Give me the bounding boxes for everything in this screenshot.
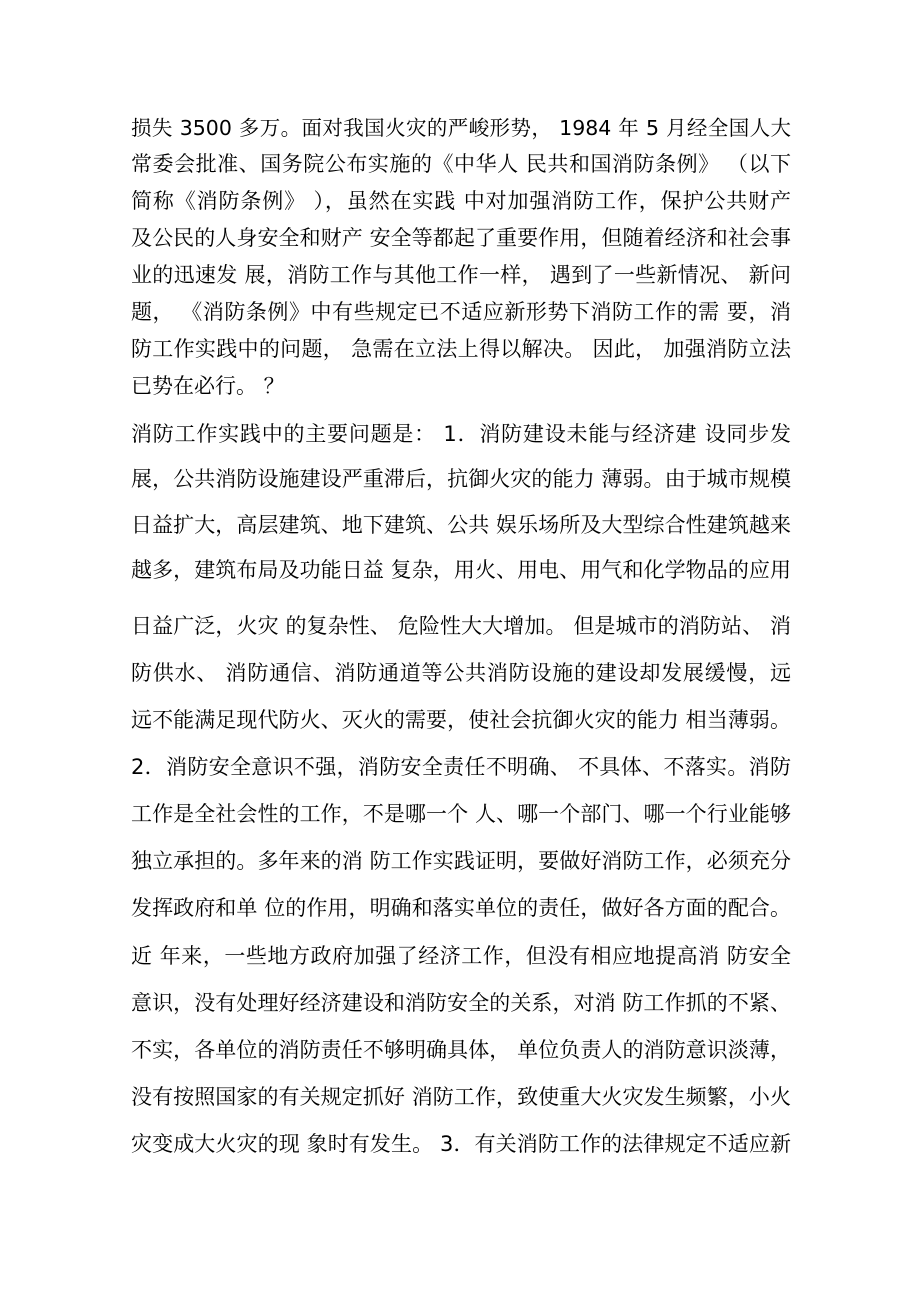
text-line: 防工作实践中的问题， 急需在立法上得以解决。 因此， 加强消防立法: [131, 337, 791, 361]
text-line: 越多，建筑布局及功能日益 复杂，用火、用电、用气和化学物品的应用: [131, 558, 791, 582]
text-line: 及公民的人身安全和财产 安全等都起了重要作用，但随着经济和社会事: [131, 226, 791, 250]
text-line: 远不能满足现代防火、灭火的需要，使社会抗御火灾的能力 相当薄弱。: [131, 708, 791, 732]
text-line: 已势在必行。 ？: [131, 374, 285, 398]
text-line: 简称《消防条例》 ），虽然在实践 中对加强消防工作，保护公共财产: [131, 189, 791, 213]
text-line: 展，公共消防设施建设严重滞后，抗御火灾的能力 薄弱。由于城市规模: [131, 467, 791, 491]
text-line: 日益广泛，火灾 的复杂性、 危险性大大增加。 但是城市的消防站、 消: [131, 614, 791, 638]
text-line: 业的迅速发 展，消防工作与其他工作一样， 遇到了一些新情况、 新问: [131, 263, 791, 287]
text-line: 日益扩大，高层建筑、地下建筑、公共 娱乐场所及大型综合性建筑越来: [131, 513, 791, 537]
text-line: 独立承担的。多年来的消 防工作实践证明，要做好消防工作，必须充分: [131, 849, 791, 873]
text-line: 2．消防安全意识不强，消防安全责任不明确、 不具体、不落实。消防: [131, 755, 791, 779]
text-line: 意识，没有处理好经济建设和消防安全的关系，对消 防工作抓的不紧、: [131, 991, 791, 1015]
text-line: 近 年来，一些地方政府加强了经济工作，但没有相应地提高消 防安全: [131, 944, 791, 968]
text-line: 消防工作实践中的主要问题是： 1．消防建设未能与经济建 设同步发: [131, 422, 791, 446]
text-line: 不实，各单位的消防责任不够明确具体， 单位负责人的消防意识淡薄，: [131, 1038, 791, 1062]
text-line: 防供水、 消防通信、消防通道等公共消防设施的建设却发展缓慢，远: [131, 661, 791, 685]
text-line: 题， 《消防条例》中有些规定已不适应新形势下消防工作的需 要，消: [131, 300, 791, 324]
text-line: 工作是全社会性的工作，不是哪一个 人、哪一个部门、哪一个行业能够: [131, 802, 791, 826]
text-line: 灾变成大火灾的现 象时有发生。 3．有关消防工作的法律规定不适应新: [131, 1132, 791, 1156]
text-line: 没有按照国家的有关规定抓好 消防工作，致使重大火灾发生频繁，小火: [131, 1085, 791, 1109]
text-line: 常委会批准、国务院公布实施的《中华人 民共和国消防条例》 （以下: [131, 152, 791, 176]
text-line: 发挥政府和单 位的作用，明确和落实单位的责任，做好各方面的配合。: [131, 896, 791, 920]
text-line: 损失 3500 多万。面对我国火灾的严峻形势， 1984 年 5 月经全国人大: [131, 116, 791, 140]
